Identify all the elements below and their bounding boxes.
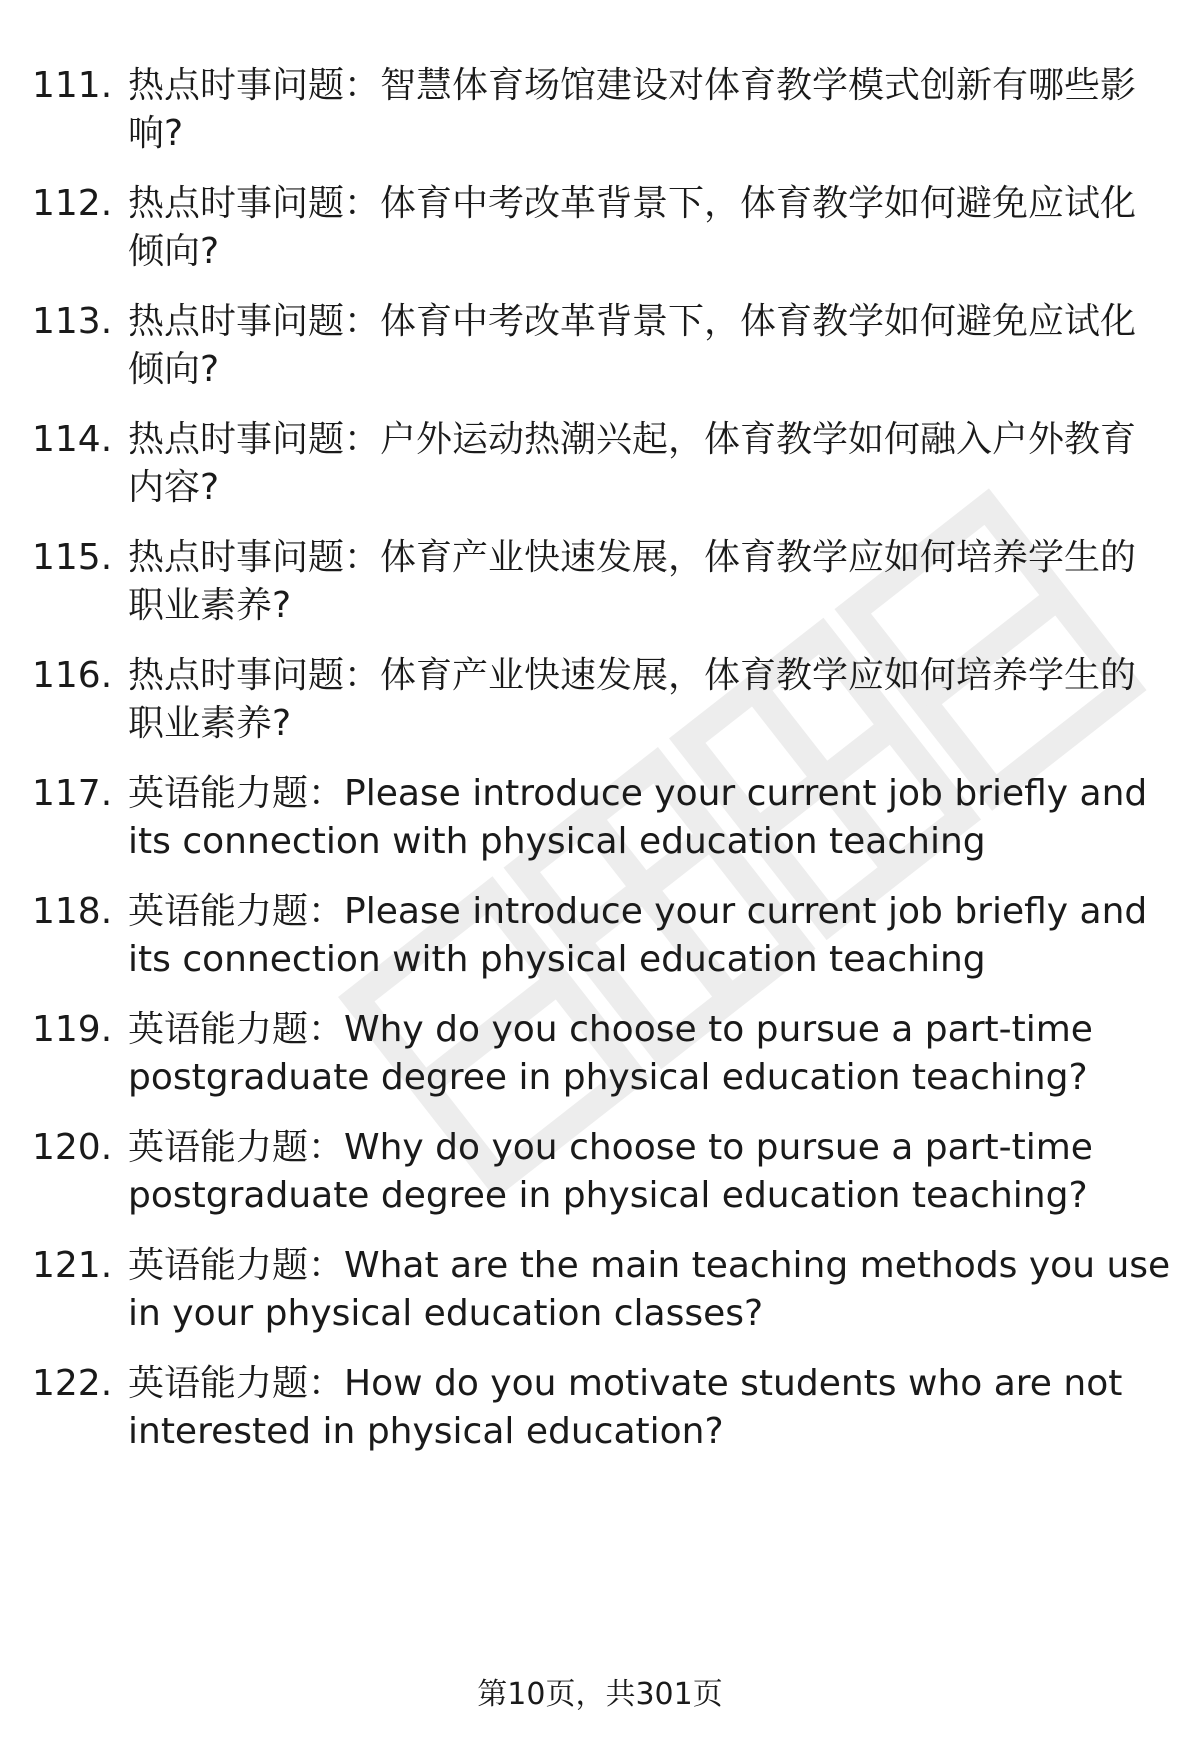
question-text-line: postgraduate degree in physical education teaching? xyxy=(128,1175,1088,1216)
question-text xyxy=(128,770,1148,866)
question-text xyxy=(128,888,1148,984)
question-text-line: its connection with physical education teaching xyxy=(128,821,986,862)
question-text xyxy=(128,1124,1148,1220)
question-text-line: 热点时事问题：户外运动热潮兴起，体育教学如何融入户外教育 xyxy=(128,419,1137,460)
question-number: 112. xyxy=(32,183,113,224)
question-text-line: 内容? xyxy=(128,467,220,508)
question-text xyxy=(128,534,1148,630)
question-text-line: 热点时事问题：智慧体育场馆建设对体育教学模式创新有哪些影 xyxy=(128,65,1137,106)
question-text-line: 英语能力题：How do you motivate students who are not xyxy=(128,1363,1123,1404)
question-text-line: 英语能力题：What are the main teaching methods you use xyxy=(128,1245,1171,1286)
question-text-line: 英语能力题：Why do you choose to pursue a part-time xyxy=(128,1009,1093,1050)
question-number: 118. xyxy=(32,891,113,932)
question-text-line: 热点时事问题：体育产业快速发展，体育教学应如何培养学生的 xyxy=(128,537,1137,578)
question-text xyxy=(128,1006,1148,1102)
question-text xyxy=(128,1360,1148,1456)
question-text-line: 响? xyxy=(128,113,184,154)
question-number: 121. xyxy=(32,1245,113,1286)
question-number: 120. xyxy=(32,1127,113,1168)
question-number: 122. xyxy=(32,1363,113,1404)
question-text-line: interested in physical education? xyxy=(128,1411,724,1452)
question-number: 119. xyxy=(32,1009,113,1050)
question-text xyxy=(128,62,1148,158)
question-text-line: 倾向? xyxy=(128,231,220,272)
question-text-line: in your physical education classes? xyxy=(128,1293,764,1334)
question-number: 113. xyxy=(32,301,113,342)
question-text-line: postgraduate degree in physical education teaching? xyxy=(128,1057,1088,1098)
question-text xyxy=(128,1242,1171,1338)
question-text-line: 热点时事问题：体育产业快速发展，体育教学应如何培养学生的 xyxy=(128,655,1137,696)
question-text xyxy=(128,416,1148,512)
question-number: 111. xyxy=(32,65,113,106)
question-number: 115. xyxy=(32,537,113,578)
question-text-line: 英语能力题：Why do you choose to pursue a part-time xyxy=(128,1127,1093,1168)
question-text xyxy=(128,298,1148,394)
question-text-line: 职业素养? xyxy=(128,703,292,744)
question-text-line: 英语能力题：Please introduce your current job briefly and xyxy=(128,773,1148,814)
question-text-line: its connection with physical education teaching xyxy=(128,939,986,980)
question-text xyxy=(128,180,1148,276)
question-text-line: 热点时事问题：体育中考改革背景下，体育教学如何避免应试化 xyxy=(128,301,1137,342)
question-text-line: 英语能力题：Please introduce your current job briefly and xyxy=(128,891,1148,932)
question-number: 116. xyxy=(32,655,113,696)
question-text-line: 倾向? xyxy=(128,349,220,390)
question-text-line: 热点时事问题：体育中考改革背景下，体育教学如何避免应试化 xyxy=(128,183,1137,224)
question-number: 114. xyxy=(32,419,113,460)
page-indicator: 第10页，共301页 xyxy=(477,1677,723,1712)
question-text-line: 职业素养? xyxy=(128,585,292,626)
question-number: 117. xyxy=(32,773,113,814)
question-text xyxy=(128,652,1148,748)
